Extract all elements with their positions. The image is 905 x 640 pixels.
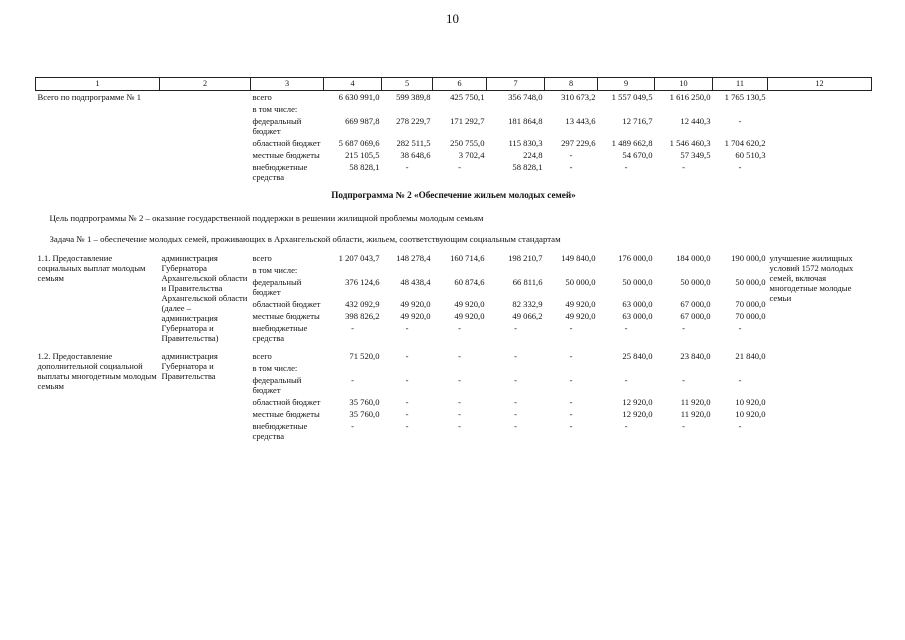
amount-cell: - — [682, 162, 685, 172]
amount-cell — [655, 362, 713, 374]
source-label: местные бюджеты — [252, 311, 320, 321]
amount-cell: - — [682, 323, 685, 333]
amount-cell: 6 630 991,0 — [338, 92, 380, 102]
amount-cell: 63 000,0 — [622, 299, 653, 309]
amount-cell: 54 670,0 — [622, 150, 653, 160]
source-label: всего — [252, 351, 272, 361]
header-row — [36, 78, 872, 91]
amount-cell: 82 332,9 — [512, 299, 543, 309]
header-cell: 1 — [36, 78, 160, 91]
amount-cell: 190 000,0 — [731, 253, 766, 263]
source-label: областной бюджет — [252, 397, 321, 407]
result-cell — [768, 137, 872, 149]
amount-cell: 184 000,0 — [676, 253, 711, 263]
amount-cell: 49 920,0 — [400, 311, 431, 321]
result-cell — [768, 149, 872, 161]
amount-cell: 50 000,0 — [622, 277, 653, 287]
amount-cell: 60 874,6 — [454, 277, 485, 287]
amount-cell: 1 207 043,7 — [338, 253, 380, 263]
amount-cell: 49 920,0 — [454, 311, 485, 321]
amount-cell: 49 066,2 — [512, 311, 543, 321]
amount-cell: 181 864,8 — [508, 116, 543, 126]
amount-cell: 250 755,0 — [450, 138, 485, 148]
source-label: в том числе: — [252, 363, 298, 373]
amount-cell: - — [514, 397, 517, 407]
amount-cell: 669 987,8 — [345, 116, 380, 126]
amount-cell — [545, 264, 598, 276]
source-label: в том числе: — [252, 104, 298, 114]
amount-cell — [382, 264, 433, 276]
amount-cell: 1 704 620,2 — [724, 138, 766, 148]
header-cell: 12 — [768, 78, 872, 91]
amount-cell: - — [738, 323, 742, 333]
source-label: всего — [252, 253, 272, 263]
amount-cell: - — [569, 162, 573, 172]
amount-cell: - — [682, 375, 685, 385]
amount-cell: 176 000,0 — [618, 253, 653, 263]
amount-cell: 278 229,7 — [396, 116, 431, 126]
amount-cell: 149 840,0 — [561, 253, 596, 263]
amount-cell: - — [458, 421, 461, 431]
header-cell: 10 — [655, 78, 713, 91]
result-cell — [768, 115, 872, 137]
source-label: внебюджетные средства — [252, 323, 308, 343]
source-label: внебюджетные средства — [252, 421, 308, 441]
amount-cell — [433, 362, 487, 374]
amount-cell: 1 489 662,8 — [611, 138, 653, 148]
amount-cell: 49 920,0 — [565, 299, 596, 309]
amount-cell: - — [514, 351, 517, 361]
amount-cell: - — [514, 323, 517, 333]
amount-cell: 50 000,0 — [680, 277, 711, 287]
source-label: федеральный бюджет — [252, 375, 302, 395]
header-cell: 6 — [433, 78, 487, 91]
amount-cell — [487, 103, 545, 115]
amount-cell: - — [458, 323, 461, 333]
amount-cell — [433, 264, 487, 276]
amount-cell — [655, 264, 713, 276]
amount-cell — [382, 103, 433, 115]
amount-cell: 11 920,0 — [680, 409, 711, 419]
amount-cell: - — [405, 375, 409, 385]
amount-cell — [324, 362, 382, 374]
amount-cell: 38 648,6 — [400, 150, 431, 160]
amount-cell: 198 210,7 — [508, 253, 543, 263]
amount-cell: 160 714,6 — [450, 253, 485, 263]
result-cell — [768, 91, 872, 104]
summary-name: Всего по подпрограмме № 1 — [37, 92, 142, 102]
amount-cell — [655, 103, 713, 115]
measure-name: 1.1. Предоставление социальных выплат молодым семьям — [37, 253, 146, 283]
source-label: федеральный бюджет — [252, 277, 302, 297]
amount-cell — [487, 264, 545, 276]
task-text: Задача № 1 – обеспечение молодых семей, проживающих в Архангельской области, жильем, соответствующим социальным стандартам — [49, 234, 561, 244]
amount-cell: - — [624, 162, 628, 172]
amount-cell: 48 438,4 — [400, 277, 431, 287]
amount-cell: 23 840,0 — [680, 351, 711, 361]
amount-cell: - — [458, 351, 461, 361]
amount-cell: 148 278,4 — [396, 253, 431, 263]
header-cell: 11 — [713, 78, 768, 91]
amount-cell: - — [405, 351, 409, 361]
amount-cell: - — [514, 375, 517, 385]
amount-cell: 49 920,0 — [400, 299, 431, 309]
amount-cell: - — [738, 421, 742, 431]
amount-cell: - — [624, 375, 628, 385]
amount-cell — [487, 362, 545, 374]
subprogram-title: Подпрограмма № 2 «Обеспечение жильем молодых семей» — [331, 190, 576, 200]
amount-cell: 432 092,9 — [345, 299, 380, 309]
amount-cell: - — [624, 323, 628, 333]
amount-cell: - — [351, 421, 354, 431]
source-label: в том числе: — [252, 265, 298, 275]
amount-cell — [545, 362, 598, 374]
amount-cell: 71 520,0 — [349, 351, 380, 361]
result-cell — [768, 103, 872, 115]
amount-cell: - — [624, 421, 628, 431]
amount-cell: 1 765 130,5 — [724, 92, 766, 102]
amount-cell: 49 920,0 — [454, 299, 485, 309]
amount-cell: - — [458, 375, 461, 385]
amount-cell: - — [405, 421, 409, 431]
table-row — [36, 350, 872, 362]
amount-cell: 63 000,0 — [622, 311, 653, 321]
amount-cell: 35 760,0 — [349, 409, 380, 419]
amount-cell: 356 748,0 — [508, 92, 543, 102]
amount-cell: 21 840,0 — [735, 351, 766, 361]
amount-cell: - — [405, 162, 409, 172]
amount-cell: - — [738, 116, 742, 126]
amount-cell: - — [514, 409, 517, 419]
amount-cell: 12 716,7 — [622, 116, 653, 126]
amount-cell — [545, 103, 598, 115]
amount-cell: 12 920,0 — [622, 409, 653, 419]
amount-cell: 224,8 — [523, 150, 543, 160]
amount-cell: 171 292,7 — [450, 116, 485, 126]
executor-cell: администрация Губернатора Архангельской области и Правительства Архангельской области (далее – администрация Губернатора и Правительства) — [161, 253, 248, 343]
amount-cell — [382, 362, 433, 374]
amount-cell — [713, 103, 768, 115]
amount-cell: - — [682, 421, 685, 431]
amount-cell: 50 000,0 — [735, 277, 766, 287]
amount-cell: 5 687 069,6 — [338, 138, 380, 148]
source-label: местные бюджеты — [252, 409, 320, 419]
source-label: областной бюджет — [252, 138, 321, 148]
source-label: местные бюджеты — [252, 150, 320, 160]
amount-cell: 215 105,5 — [345, 150, 380, 160]
amount-cell — [713, 362, 768, 374]
amount-cell: 310 673,2 — [561, 92, 596, 102]
amount-cell: - — [405, 409, 409, 419]
amount-cell: 66 811,6 — [512, 277, 543, 287]
amount-cell: - — [569, 409, 573, 419]
amount-cell: 1 546 460,3 — [669, 138, 711, 148]
amount-cell: 282 511,5 — [396, 138, 431, 148]
amount-cell: 297 229,6 — [561, 138, 596, 148]
amount-cell: 67 000,0 — [680, 311, 711, 321]
amount-cell: 376 124,6 — [345, 277, 380, 287]
amount-cell: - — [738, 375, 742, 385]
amount-cell: 398 826,2 — [345, 311, 380, 321]
source-label: внебюджетные средства — [252, 162, 308, 182]
amount-cell — [324, 264, 382, 276]
subprogram-title-row — [36, 183, 872, 207]
amount-cell: - — [569, 323, 573, 333]
amount-cell: - — [569, 150, 573, 160]
amount-cell: 70 000,0 — [735, 299, 766, 309]
amount-cell: 12 920,0 — [622, 397, 653, 407]
task-text-row — [36, 232, 872, 252]
amount-cell: 3 702,4 — [458, 150, 485, 160]
amount-cell: - — [514, 421, 517, 431]
amount-cell: - — [569, 397, 573, 407]
measure-name: 1.2. Предоставление дополнительной социальной выплаты многодетным молодым семьям — [37, 351, 157, 391]
header-cell: 3 — [251, 78, 324, 91]
amount-cell: 70 000,0 — [735, 311, 766, 321]
amount-cell: 1 557 049,5 — [611, 92, 653, 102]
result-cell — [768, 161, 872, 183]
expected-result — [768, 350, 872, 442]
amount-cell: 13 443,6 — [565, 116, 596, 126]
header-cell: 8 — [545, 78, 598, 91]
table-row — [36, 252, 872, 264]
amount-cell: 60 510,3 — [735, 150, 766, 160]
amount-cell: - — [458, 397, 461, 407]
amount-cell: - — [569, 351, 573, 361]
header-cell: 5 — [382, 78, 433, 91]
amount-cell: 599 389,8 — [396, 92, 431, 102]
amount-cell: - — [405, 397, 409, 407]
amount-cell — [598, 103, 655, 115]
amount-cell: 58 828,1 — [512, 162, 543, 172]
amount-cell: 11 920,0 — [680, 397, 711, 407]
amount-cell: - — [569, 375, 573, 385]
amount-cell: 58 828,1 — [349, 162, 380, 172]
header-cell: 2 — [160, 78, 251, 91]
amount-cell — [598, 362, 655, 374]
header-cell: 7 — [487, 78, 545, 91]
goal-text: Цель подпрограммы № 2 – оказание государственной поддержки в решении жилищной проблемы молодым семьям — [49, 213, 484, 223]
amount-cell: 12 440,3 — [680, 116, 711, 126]
funding-table — [35, 77, 872, 442]
amount-cell: 425 750,1 — [450, 92, 485, 102]
amount-cell: 50 000,0 — [565, 277, 596, 287]
source-label: областной бюджет — [252, 299, 321, 309]
header-cell: 9 — [598, 78, 655, 91]
source-label: федеральный бюджет — [252, 116, 302, 136]
amount-cell: 1 616 250,0 — [669, 92, 711, 102]
goal-text-row — [36, 207, 872, 232]
amount-cell: - — [405, 323, 409, 333]
amount-cell: - — [458, 162, 461, 172]
amount-cell: 49 920,0 — [565, 311, 596, 321]
header-cell: 4 — [324, 78, 382, 91]
amount-cell: 10 920,0 — [735, 409, 766, 419]
amount-cell — [324, 103, 382, 115]
amount-cell: - — [458, 409, 461, 419]
table-row — [36, 91, 872, 104]
executor-cell: администрация Губернатора и Правительства — [161, 351, 218, 381]
amount-cell: 67 000,0 — [680, 299, 711, 309]
amount-cell: 10 920,0 — [735, 397, 766, 407]
amount-cell: 57 349,5 — [680, 150, 711, 160]
source-label: всего — [252, 92, 272, 102]
amount-cell: 35 760,0 — [349, 397, 380, 407]
amount-cell — [433, 103, 487, 115]
amount-cell: - — [351, 375, 354, 385]
amount-cell: - — [351, 323, 354, 333]
amount-cell: - — [738, 162, 742, 172]
amount-cell — [598, 264, 655, 276]
amount-cell: 115 830,3 — [508, 138, 543, 148]
page-number: 10 — [446, 11, 459, 26]
expected-result: улучшение жилищных условий 1572 молодых семей, включая многодетные молодые семьи — [769, 253, 854, 303]
amount-cell: - — [569, 421, 573, 431]
amount-cell: 25 840,0 — [622, 351, 653, 361]
amount-cell — [713, 264, 768, 276]
